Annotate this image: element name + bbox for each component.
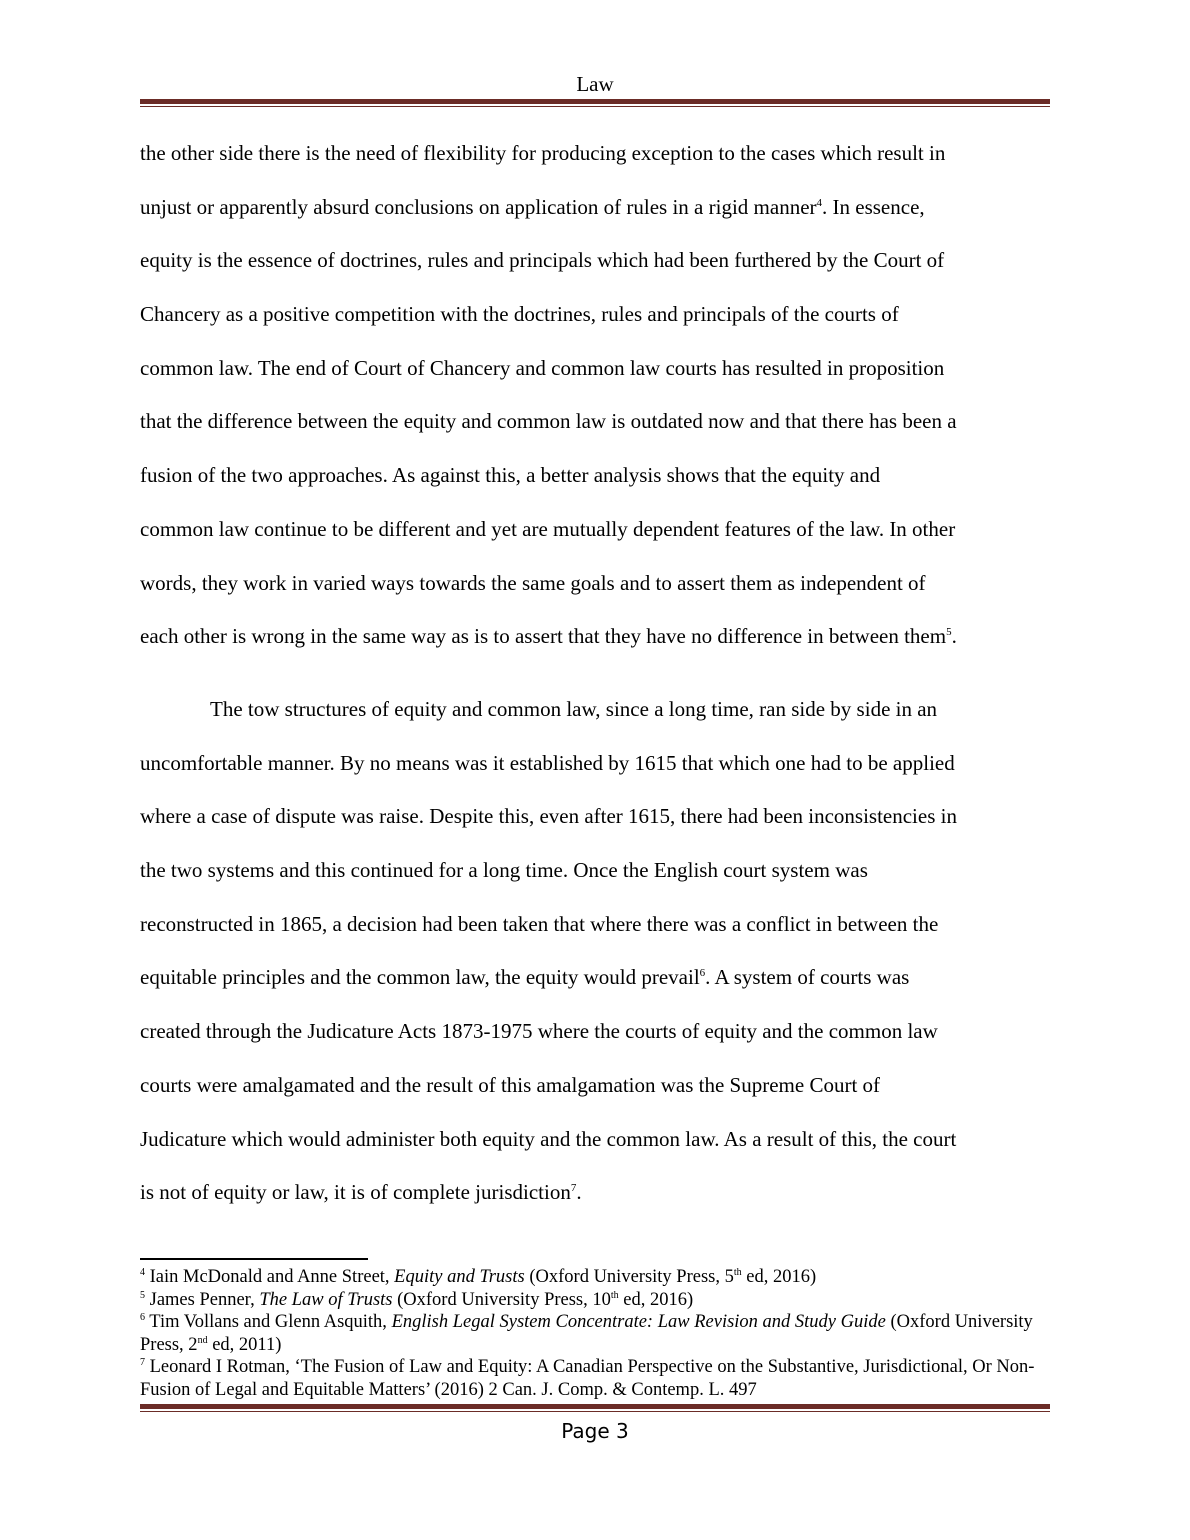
paragraph-line: [140, 610, 1055, 664]
footnote-text: (Oxford University Press, 10: [392, 1289, 611, 1310]
footnote-text: ed, 2016): [741, 1267, 817, 1287]
line-text: .: [951, 624, 957, 649]
body-paragraph-1: [140, 127, 1055, 664]
paragraph-line: common law. The end of Court of Chancery and common law courts has resulted in proposition: [140, 355, 945, 380]
footnote-title: Equity and Trusts: [394, 1267, 525, 1287]
paragraph-line: words, they work in varied ways towards the same goals and to assert them as independent of: [140, 570, 926, 595]
line-text: .: [576, 1180, 582, 1205]
paragraph-line: [140, 181, 1055, 235]
paragraph-line: where a case of dispute was raise. Despite this, even after 1615, there had been inconsistencies in: [140, 804, 957, 829]
paragraph-line: the two systems and this continued for a long time. Once the English court system was: [140, 858, 868, 883]
paragraph-line: created through the Judicature Acts 1873-1975 where the courts of equity and the common law: [140, 1019, 938, 1044]
footnote-text: Tim Vollans and Glenn Asquith,: [149, 1312, 392, 1332]
line-text: equitable principles and the common law, the equity would prevail: [140, 965, 700, 990]
page-header-title: Law: [576, 72, 614, 96]
line-text: . A system of courts was: [705, 965, 910, 990]
footnote-4: [140, 1266, 1055, 1289]
footnote-ordinal: th: [733, 1267, 742, 1278]
footnote-text: Leonard I Rotman, ‘The Fusion of Law and Equity: A Canadian Perspective on the Substantive, Jurisdictional, Or Non-Fusion of Legal and Equitable Matters’ (2016) 2 Can. J. Comp. & Contemp. L. 497: [140, 1357, 1035, 1400]
footnote-number: 4: [140, 1267, 145, 1278]
footnote-ref-4[interactable]: 4: [816, 196, 823, 209]
line-text: unjust or apparently absurd conclusions on application of rules in a rigid manner: [140, 194, 817, 219]
footnote-text: ed, 2016): [618, 1289, 694, 1310]
footnote-text: (Oxford University Press, 5: [524, 1267, 734, 1287]
footnote-number: 6: [140, 1312, 145, 1323]
footnotes: [140, 1266, 1055, 1401]
line-text: . In essence,: [822, 194, 925, 219]
line-text: is not of equity or law, it is of complete jurisdiction: [140, 1180, 571, 1205]
paragraph-line: the other side there is the need of flexibility for producing exception to the cases which result in: [140, 141, 946, 165]
header-rule: [140, 99, 1050, 107]
paragraph-line: reconstructed in 1865, a decision had been taken that where there was a conflict in between the: [140, 911, 939, 936]
footnote-6: [140, 1311, 1055, 1356]
footnote-ref-6[interactable]: 6: [699, 967, 706, 980]
footer-rule-thick: [140, 1404, 1050, 1409]
paragraph-line: that the difference between the equity and common law is outdated now and that there has been a: [140, 409, 957, 434]
footnote-number: 7: [140, 1357, 145, 1368]
footnote-text: Iain McDonald and Anne Street,: [149, 1267, 395, 1287]
line-text: each other is wrong in the same way as is to assert that they have no difference in between them: [140, 624, 947, 649]
footnote-ref-5[interactable]: 5: [946, 626, 952, 639]
body-paragraph-2: [140, 683, 1055, 1220]
footnote-text: (Oxford University Press, 2: [140, 1312, 1033, 1355]
footnote-ordinal: th: [610, 1289, 619, 1301]
paragraph-line: fusion of the two approaches. As against this, a better analysis shows that the equity and: [140, 463, 881, 488]
paragraph-line: courts were amalgamated and the result of this amalgamation was the Supreme Court of: [140, 1072, 881, 1097]
paragraph-line: [140, 1166, 1055, 1220]
header-rule-thick: [140, 99, 1050, 104]
paragraph-line: common law continue to be different and yet are mutually dependent features of the law. In other: [140, 516, 956, 541]
footnote-text: James Penner,: [149, 1289, 260, 1310]
paragraph-line: Judicature which would administer both equity and the common law. As a result of this, the court: [140, 1126, 957, 1151]
footer-rule-thin: [140, 1411, 1050, 1412]
footnote-ordinal: nd: [197, 1334, 208, 1346]
footnote-title: English Legal System Concentrate: Law Revision and Study Guide: [391, 1312, 886, 1332]
header-rule-thin: [140, 106, 1050, 107]
footnote-5: [140, 1289, 1055, 1312]
footnote-7: [140, 1356, 1055, 1401]
paragraph-line: equity is the essence of doctrines, rules and principals which had been furthered by the Court of: [140, 248, 945, 273]
paragraph-line: uncomfortable manner. By no means was it established by 1615 that which one had to be applied: [140, 750, 955, 775]
footnote-number: 5: [140, 1289, 145, 1301]
paragraph-line: The tow structures of equity and common law, since a long time, ran side by side in an: [210, 697, 938, 721]
footnote-ref-7[interactable]: 7: [570, 1182, 577, 1195]
footnote-title: The Law of Trusts: [259, 1289, 393, 1310]
footer-rule: [140, 1404, 1050, 1412]
paragraph-line: Chancery as a positive competition with the doctrines, rules and principals of the courts of: [140, 302, 899, 327]
footnote-separator: [140, 1258, 368, 1260]
paragraph-line: [140, 951, 1055, 1005]
page-number: Page 3: [561, 1419, 629, 1443]
footnote-text: ed, 2011): [207, 1334, 282, 1355]
